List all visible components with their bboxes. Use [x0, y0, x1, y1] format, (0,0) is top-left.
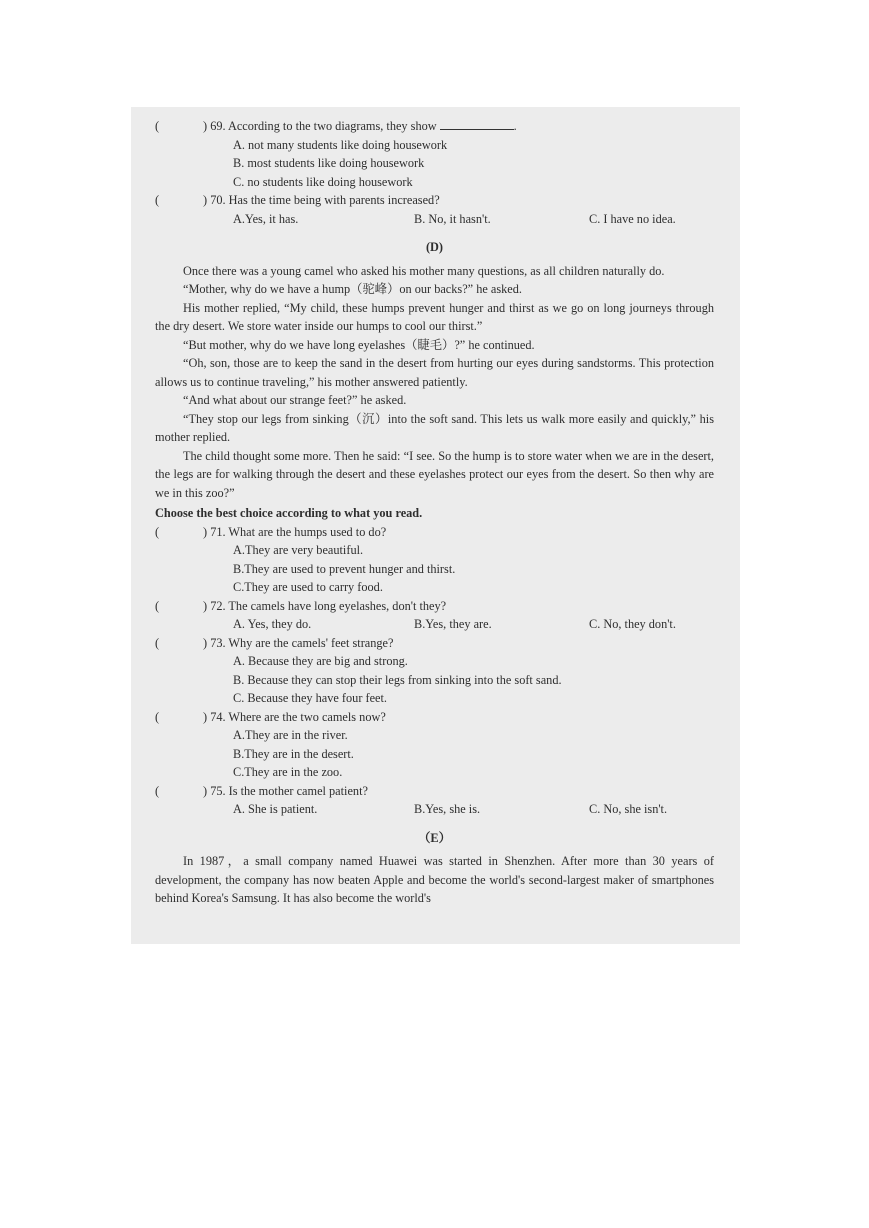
question-73-text: 73. Why are the camels' feet strange?: [210, 635, 394, 650]
question-74-text: 74. Where are the two camels now?: [210, 709, 386, 724]
answer-paren-close: ): [203, 598, 208, 613]
passage-paragraph: “Mother, why do we have a hump（驼峰）on our backs?” he asked.: [183, 282, 522, 296]
answer-blank: [440, 119, 514, 130]
option-a: A.Yes, it has.: [233, 211, 299, 226]
option-a: A.They are in the river.: [233, 728, 348, 742]
options-row: [155, 800, 714, 819]
question-text: [203, 708, 386, 727]
answer-paren-open: (: [155, 193, 160, 207]
question-text: [203, 191, 440, 210]
question-71: [155, 523, 714, 542]
question-70-text: 70. Has the time being with parents increased?: [210, 193, 440, 207]
question-text: [203, 782, 368, 801]
question-72-text: 72. The camels have long eyelashes, don't they?: [210, 598, 447, 613]
answer-paren-close: ): [203, 119, 208, 133]
question-suffix: .: [513, 119, 517, 133]
answer-paren-open: (: [155, 119, 160, 133]
answer-paren-open: (: [155, 635, 160, 650]
passage-paragraph: Once there was a young camel who asked his mother many questions, as all children naturally do.: [183, 263, 665, 278]
answer-paren-close: ): [203, 783, 208, 798]
passage-paragraph: “But mother, why do we have long eyelashes（睫毛）?” he continued.: [183, 337, 535, 352]
question-70: [155, 191, 714, 210]
question-75-text: 75. Is the mother camel patient?: [210, 783, 368, 798]
answer-paren-open: (: [155, 524, 160, 539]
answer-paren-open: (: [155, 783, 160, 798]
question-text: [203, 597, 446, 616]
section-e-title: （E）: [418, 830, 451, 845]
option-b: B.Yes, they are.: [414, 617, 492, 631]
passage-paragraph: “Oh, son, those are to keep the sand in the desert from hurting our eyes during sandstorms. This protection allows us to continue traveling,” his mother answered patiently.: [155, 356, 714, 389]
passage-paragraph: His mother replied, “My child, these humps prevent hunger and thirst as we go on long journeys through the dry desert. We store water inside our humps to cool our thirst.”: [155, 300, 714, 333]
answer-paren-close: ): [203, 524, 208, 539]
option-a: A. not many students like doing housework: [233, 137, 448, 152]
option-c: C. I have no idea.: [589, 211, 676, 226]
answer-paren-open: (: [155, 709, 160, 724]
option-c: C. Because they have four feet.: [233, 691, 387, 705]
page-content: [155, 117, 714, 908]
instruction: Choose the best choice according to what you read.: [155, 506, 423, 520]
options-row: [155, 210, 714, 229]
passage-paragraph: In 1987，a small company named Huawei was started in Shenzhen. After more than 30 years of development, the company has now beaten Apple and become the world's second-largest maker of smartphones behind Korea's Samsung. It has also become the world's: [155, 854, 714, 905]
option-a: A. Because they are big and strong.: [233, 654, 408, 668]
question-69: [155, 117, 714, 136]
answer-paren-close: ): [203, 193, 208, 207]
option-b: B.Yes, she is.: [414, 802, 481, 816]
question-text: [203, 634, 393, 653]
option-c: C.They are used to carry food.: [233, 580, 383, 594]
option-c: C. no students like doing housework: [233, 174, 413, 189]
answer-paren-open: (: [155, 598, 160, 613]
option-c: C.They are in the zoo.: [233, 765, 343, 779]
section-d-title: (D): [425, 240, 444, 254]
question-69-text: 69. According to the two diagrams, they show: [210, 119, 437, 133]
answer-paren-close: ): [203, 635, 208, 650]
passage-paragraph: The child thought some more. Then he said: “I see. So the hump is to store water when we are in the desert, the legs are for walking through the desert and these eyelashes protect our eyes from the desert. So then why are we in this zoo?”: [155, 448, 714, 500]
option-c: C. No, she isn't.: [589, 802, 668, 816]
question-text: [203, 523, 386, 542]
question-74: [155, 708, 714, 727]
question-73: [155, 634, 714, 653]
question-text: [203, 117, 517, 136]
option-a: A. Yes, they do.: [233, 617, 312, 631]
passage-paragraph: “They stop our legs from sinking（沉）into the soft sand. This lets us walk more easily and quickly,” his mother replied.: [155, 411, 714, 444]
option-a: A.They are very beautiful.: [233, 543, 364, 557]
question-72: [155, 597, 714, 616]
question-75: [155, 782, 714, 801]
option-a: A. She is patient.: [233, 802, 318, 816]
question-71-text: 71. What are the humps used to do?: [210, 524, 387, 539]
option-b: B. most students like doing housework: [233, 156, 425, 170]
answer-paren-close: ): [203, 709, 208, 724]
option-b: B.They are in the desert.: [233, 746, 354, 761]
option-b: B. No, it hasn't.: [414, 211, 491, 226]
scanned-page: [131, 107, 740, 944]
options-row: [155, 615, 714, 634]
passage-paragraph: “And what about our strange feet?” he asked.: [183, 393, 407, 407]
option-b: B. Because they can stop their legs from sinking into the soft sand.: [233, 672, 562, 687]
option-c: C. No, they don't.: [589, 617, 676, 631]
option-b: B.They are used to prevent hunger and thirst.: [233, 561, 456, 576]
